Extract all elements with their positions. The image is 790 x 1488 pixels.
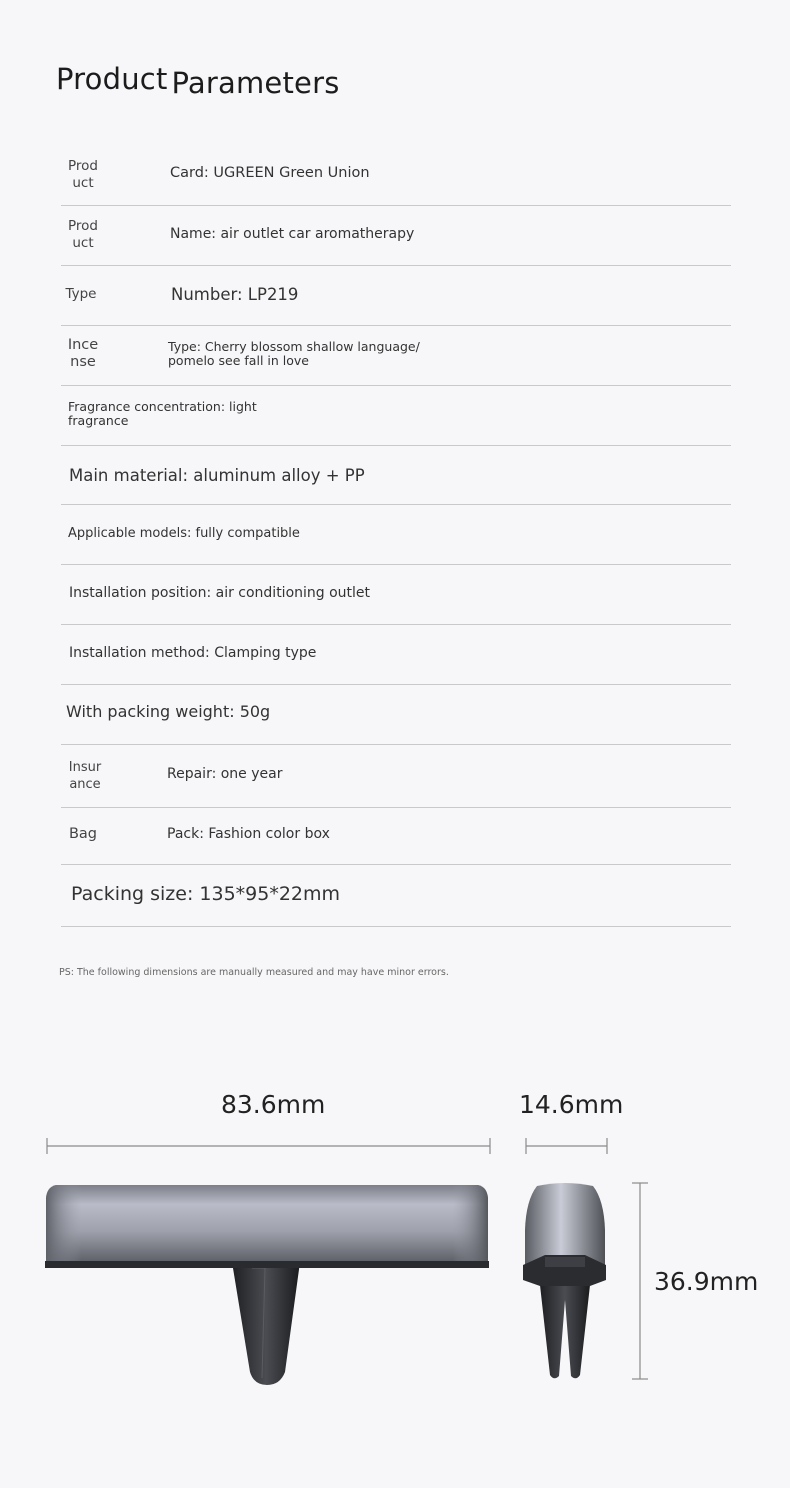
table-row bbox=[61, 206, 731, 266]
row-value: Number: LP219 bbox=[171, 285, 299, 304]
row-value: Type: Cherry blossom shallow language/ pomelo see fall in love bbox=[168, 339, 420, 368]
row-value: Pack: Fashion color box bbox=[167, 826, 330, 842]
product-dimension-illustration bbox=[0, 1130, 790, 1400]
row-value: Main material: aluminum alloy + PP bbox=[69, 466, 365, 485]
row-value: With packing weight: 50g bbox=[66, 702, 271, 721]
measurement-note: PS: The following dimensions are manually measured and may have minor errors. bbox=[59, 967, 449, 978]
row-label: Bag bbox=[68, 826, 98, 842]
table-row bbox=[61, 565, 731, 625]
page-title bbox=[56, 62, 340, 100]
table-row bbox=[61, 326, 731, 386]
table-row bbox=[61, 865, 731, 927]
table-row bbox=[61, 685, 731, 745]
row-label: Type bbox=[65, 286, 97, 302]
depth-dimension-line bbox=[526, 1138, 607, 1154]
row-value: Card: UGREEN Green Union bbox=[170, 165, 370, 181]
front-view-product bbox=[45, 1185, 489, 1385]
table-row bbox=[61, 745, 731, 808]
depth-dimension-label: 14.6mm bbox=[519, 1090, 624, 1119]
row-value: Applicable models: fully compatible bbox=[68, 526, 300, 541]
row-label: Insur ance bbox=[68, 760, 102, 792]
parameters-table bbox=[61, 145, 731, 927]
row-value: Repair: one year bbox=[167, 766, 283, 782]
row-label: Prod uct bbox=[68, 158, 98, 191]
table-row bbox=[61, 266, 731, 326]
row-value: Packing size: 135*95*22mm bbox=[71, 883, 341, 905]
width-dimension-label: 83.6mm bbox=[221, 1090, 326, 1119]
row-value: Installation method: Clamping type bbox=[69, 645, 317, 661]
row-value: Name: air outlet car aromatherapy bbox=[170, 226, 415, 242]
table-row bbox=[61, 145, 731, 206]
table-row bbox=[61, 625, 731, 685]
row-label: Prod uct bbox=[68, 218, 98, 251]
height-dimension-line bbox=[632, 1183, 648, 1379]
row-value: Fragrance concentration: light fragrance bbox=[68, 399, 257, 428]
table-row bbox=[61, 386, 731, 446]
row-label: Ince nse bbox=[67, 337, 99, 370]
width-dimension-line bbox=[47, 1138, 490, 1154]
side-view-product bbox=[523, 1183, 606, 1378]
height-dimension-label: 36.9mm bbox=[654, 1267, 759, 1296]
table-row bbox=[61, 808, 731, 865]
table-row bbox=[61, 446, 731, 505]
title-word-2: Parameters bbox=[171, 66, 340, 100]
title-word-1: Product bbox=[56, 62, 168, 96]
table-row bbox=[61, 505, 731, 565]
row-value: Installation position: air conditioning outlet bbox=[69, 585, 371, 601]
